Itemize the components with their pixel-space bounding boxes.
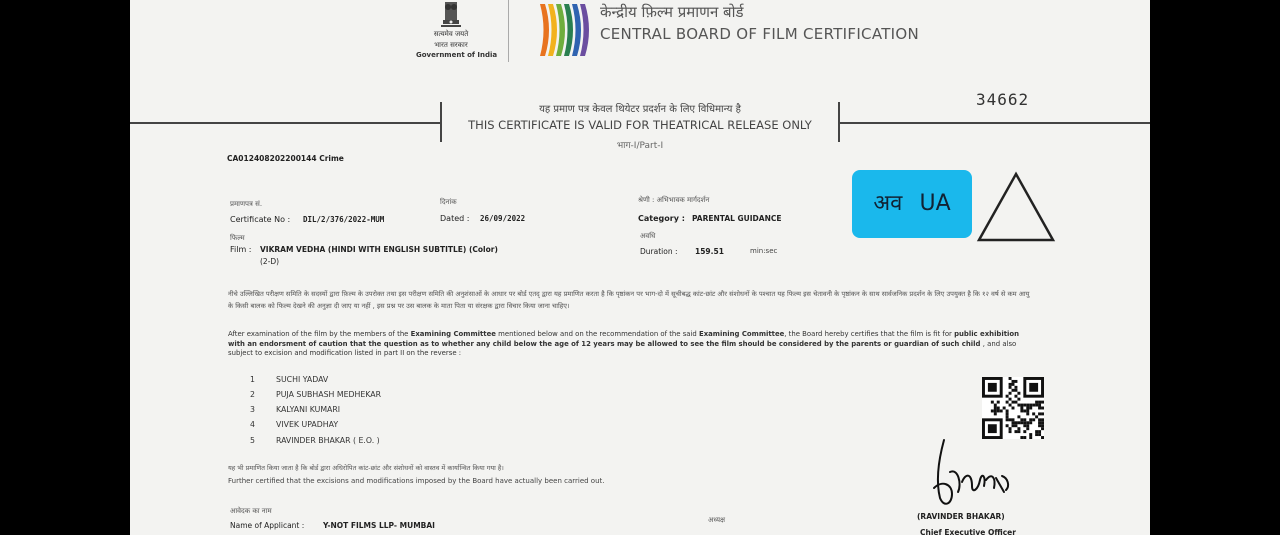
emblem-caption-govt: Government of India xyxy=(416,51,498,59)
cert-no-value: DIL/2/376/2022-MUM xyxy=(303,215,385,224)
board-name-english: CENTRAL BOARD OF FILM CERTIFICATION xyxy=(600,25,920,43)
signature-icon xyxy=(922,432,1022,512)
member-number: 3 xyxy=(250,405,255,414)
film-hindi: फिल्म xyxy=(230,234,245,242)
logo-petal xyxy=(572,4,581,56)
validity-hindi: यह प्रमाण पत्र केवल थियेटर प्रदर्शन के लिए विधिमान्य है xyxy=(539,104,741,115)
dated-hindi: दिनांक xyxy=(440,198,457,206)
rating-hindi: अव xyxy=(873,191,903,216)
dated-value: 26/09/2022 xyxy=(480,214,526,223)
film-title: VIKRAM VEDHA (HINDI WITH ENGLISH SUBTITLE) (Color) xyxy=(260,245,498,254)
emblem-caption-motto: सत्यमेव जयते xyxy=(433,30,469,38)
film-format: (2-D) xyxy=(260,257,280,266)
category-hindi: श्रेणी : अभिभावक मार्गदर्शन xyxy=(638,196,710,204)
divider-right xyxy=(838,122,1150,124)
logo-petal xyxy=(580,4,589,56)
member-number: 2 xyxy=(250,390,255,399)
validity-english: THIS CERTIFICATE IS VALID FOR THEATRICAL RELEASE ONLY xyxy=(468,118,812,132)
emblem-caption-govt-hindi: भारत सरकार xyxy=(434,41,468,49)
certification-hindi-paragraph: नीचे उल्लिखित परीक्षण समिति के सदस्यों द्वारा फ़िल्म के उपरोक्त तथा इस परीक्षण समिति की अनुशंसाओं के आधार पर बोर्ड एतद् द्वारा यह प्रमाणित करता है कि पृष्ठांकन पर भाग-दो में सूचीबद्ध कांट-छांट और संशोधनों के पश्चात यह फिल्म इस चेतावनी के पृष्ठांकन के साथ सार्वजनिक प्रदर्शन के लिए उपयुक्त है कि १२ वर्ष से कम आयु के किसी बालक को फिल्म देखने की अनुज्ञा दी जाए या नहीं , इस प्रश्न पर उस बालक के माता पिता या संरक्षक द्वारा विचार किया जाना चाहिए। xyxy=(228,290,1030,310)
board-name-hindi: केन्द्रीय फ़िल्म प्रमाणन बोर्ड xyxy=(600,3,744,21)
cbfc-logo-icon xyxy=(535,0,593,60)
part-label: भाग-I/Part-I xyxy=(616,141,664,151)
category-value: PARENTAL GUIDANCE xyxy=(692,214,782,223)
applicant-value: Y-NOT FILMS LLP- MUMBAI xyxy=(323,521,435,530)
logo-petal xyxy=(564,4,573,56)
member-name: PUJA SUBHASH MEDHEKAR xyxy=(276,390,382,399)
film-label: Film : xyxy=(230,245,252,254)
divider-left xyxy=(130,122,442,124)
cert-no-hindi: प्रमाणपत्र सं. xyxy=(230,200,263,208)
member-number: 5 xyxy=(250,436,255,445)
duration-hindi: अवधि xyxy=(640,232,656,240)
rating-english: UA xyxy=(919,191,951,216)
member-name: RAVINDER BHAKAR ( E.O. ) xyxy=(276,436,380,445)
member-number: 1 xyxy=(250,375,255,384)
certification-english-paragraph: After examination of the film by the members of the Examining Committee mentioned below and on the recommendation of the said Examining Committee, the Board hereby certifies that the film is fit for public exhibition with an endorsment of caution that the question as to whether any child below the age of 12 years may be allowed to see the film should be considered by the parents or guardian of such child , and also subject to excision and modification listed in part II on the reverse : xyxy=(228,330,1020,357)
signatory-title: Chief Executive Officer xyxy=(920,528,1016,535)
duration-unit: min:sec xyxy=(750,247,778,255)
qr-code-icon xyxy=(982,377,1044,439)
certificate-document xyxy=(130,0,1150,535)
reference-code: CA012408202200144 Crime xyxy=(227,154,344,163)
emblem-icon xyxy=(436,0,466,30)
duration-value: 159.51 xyxy=(695,247,724,256)
logo-petal xyxy=(556,4,565,56)
cert-no-label: Certificate No : xyxy=(230,215,291,224)
logo-petal xyxy=(548,4,557,56)
further-hindi: यह भी प्रमाणित किया जाता है कि बोर्ड द्वारा अधिरोपित कांट-छांट और संशोधनों को वास्तव में कार्यान्वित किया गया है। xyxy=(228,464,504,472)
rating-badge xyxy=(852,170,972,238)
signatory-name: (RAVINDER BHAKAR) xyxy=(917,512,1005,521)
member-name: SUCHI YADAV xyxy=(276,375,329,384)
certificate-serial-number: 34662 xyxy=(976,90,1030,109)
member-name: KALYANI KUMARI xyxy=(276,405,341,414)
applicant-label: Name of Applicant : xyxy=(230,521,305,530)
dated-label: Dated : xyxy=(440,214,470,223)
chairman-hindi: अध्यक्ष xyxy=(708,516,726,524)
applicant-hindi: आवेदक का नाम xyxy=(230,507,272,515)
member-name: VIVEK UPADHAY xyxy=(276,420,339,429)
triangle-icon xyxy=(975,170,1057,244)
logo-petal xyxy=(540,4,549,56)
member-number: 4 xyxy=(250,420,255,429)
category-label: Category : xyxy=(638,214,685,223)
duration-label: Duration : xyxy=(640,247,678,256)
further-english: Further certified that the excisions and modifications imposed by the Board have actually been carried out. xyxy=(228,477,605,485)
